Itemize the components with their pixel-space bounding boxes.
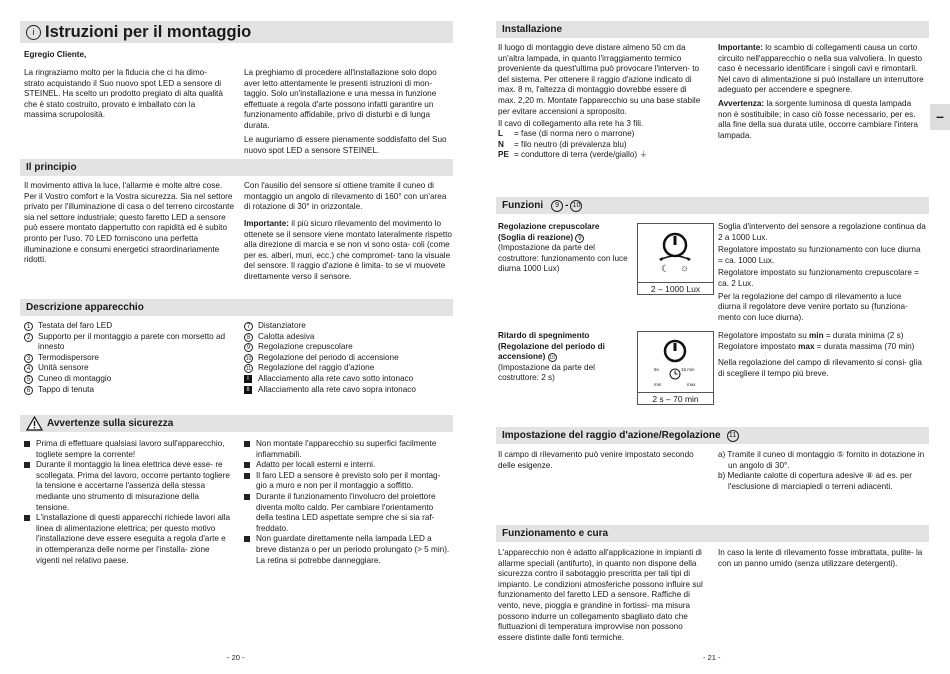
twilight-right: Soglia d'intervento del sensore a regolazione continua da 2 a 1000 Lux. Regolatore impostato su funzionamento con luce diurna = ca. 1000 Lux. Regolatore impostato su funzionamento crepuscolare = ca. 2 Lux. Per la regolazione del campo di rilevamento a luce diurna il regolatore deve venire portato su (funziona- mento con luce diurna). xyxy=(718,222,926,322)
parts-list-left xyxy=(24,321,232,395)
timer-range-label: 2 s – 70 min xyxy=(638,392,713,404)
safety-list-right xyxy=(244,439,452,566)
section-header-sicurezza xyxy=(20,415,453,432)
timer-15min-label: 15 min xyxy=(681,367,695,372)
list-item: 10 Regolazione del periodo di accensione xyxy=(245,352,399,362)
timer-desc: Ritardo di spegnimento (Regolazione del periodo di accensione) 10 (Impostazione da parte del costruttore: 2 s) xyxy=(498,331,605,383)
intro-left: La ringraziamo molto per la fiducia che ci ha dimo- strato acquistando il Suo nuovo spot LED a sensore di STEINEL. Ha scelto un prodotto pregiato di alta qualità che è stato costruito, provato e imballato con la massima scrupolosità. xyxy=(24,68,223,120)
page-title-bar xyxy=(20,21,453,43)
twilight-dial-box xyxy=(637,223,714,295)
twilight-desc: Regolazione crepuscolare (Soglia di reazione) 9 (Impostazione da parte del costruttore: funzionamento con luce diurna 1000 Lux) xyxy=(498,222,628,274)
intro-right-2: Le auguriamo di essere pienamente soddisfatto del Suo nuovo spot LED a sensore STEINEL. xyxy=(244,135,447,155)
list-item: 2 Supporto per il montaggio a parete con morsetto ad innesto xyxy=(24,332,232,353)
section-header-cura: Funzionamento e cura xyxy=(496,525,929,542)
install-wires-intro: Il cavo di collegamento alla rete ha 3 fili. xyxy=(498,119,644,128)
list-item: 3 Termodispersore xyxy=(24,353,232,364)
moon-icon: ☾ xyxy=(661,264,670,275)
install-right-2: Avvertenza: la sorgente luminosa di questa lampada non è sostituibile; in caso ciò fosse necessario, per es. alla fine della sua durata utile, occorre cambiare l'intera lampada. xyxy=(718,99,918,140)
warning-icon xyxy=(26,416,43,431)
section-title: Avvertenze sulla sicurezza xyxy=(47,418,174,429)
parts-list-right xyxy=(244,321,452,395)
section-header-installazione xyxy=(496,21,929,38)
important-label: Importante: xyxy=(244,219,290,228)
timer-5s-label: 5s xyxy=(654,367,659,372)
ref-number-10: 10 xyxy=(570,200,582,212)
greeting: Egregio Cliente, xyxy=(24,50,87,59)
ref-number-9: 9 xyxy=(551,200,563,212)
language-tab: – xyxy=(930,104,950,130)
list-item: Adatto per locali esterni e interni. xyxy=(244,460,452,471)
list-item: 5 Cuneo di montaggio xyxy=(24,374,232,385)
page-number-left: - 20 - xyxy=(227,653,245,662)
list-item: Non montate l'apparecchio su superfici facilmente infiammabili. xyxy=(244,439,452,460)
page-title: Istruzioni per il montaggio xyxy=(45,22,252,41)
list-item: Prima di effettuare qualsiasi lavoro sull'apparecchio, togliete sempre la corrente! xyxy=(24,439,234,460)
list-item: II Allacciamento alla rete cavo sopra intonaco xyxy=(244,385,452,396)
raggio-right: a) Tramite il cuneo di montaggio ⑤ fornito in dotazione in un angolo di 30°. b) Mediante calotte di copertura adesive ⑧ ad es. per l'esclusione di marciapiedi o terreni adiacenti. xyxy=(718,450,925,491)
list-item: 1 Testata del faro LED xyxy=(24,321,232,332)
dial-icon xyxy=(638,224,713,282)
ref-number-11: 11 xyxy=(727,430,739,442)
install-left: Il luogo di montaggio deve distare almeno 50 cm da un'altra lampada, in quanto l'irraggiamento termico proveniente da quest'ultima può provocare l'interven- to del sistema. Per ottenere il raggio d'azione indicato di max. 8 m, l'altezza di montaggio dovrebbe essere di max. 2,20 m. Montate l'apparecchio su una base stabile per evitare accensioni a sproposito. xyxy=(498,43,701,116)
section-header-descrizione xyxy=(20,299,453,316)
list-item: L'installazione di questi apparecchi richiede lavori alla linea di alimentazione elettrica; per questo motivo l'installazione deve essere eseguita a regola d'arte e in ottemperanza delle norme per l'installa- zione vigenti nel relativo paese. xyxy=(24,513,234,566)
section-title: Descrizione apparecchio xyxy=(26,302,144,313)
list-item: 4 Unità sensore xyxy=(24,363,232,374)
list-item: 8 Calotta adesiva xyxy=(244,332,452,343)
list-item: Durante il funzionamento l'involucro del proiettore diventa molto caldo. Per cambiare l'orientamento della testina LED aspettate sempre che si sia raf- freddato. xyxy=(244,492,452,534)
principio-right-1: Con l'ausilio del sensore si ottiene tramite il cuneo di montaggio un angolo di rilevamento di 160° con un'area di rotazione di 30° in orizzontale. xyxy=(244,181,447,212)
sun-icon: ☼ xyxy=(680,263,690,274)
intro-right-1: La preghiamo di procedere all'installazione solo dopo aver letto attentamente le presenti istruzioni di mon- taggio. Solo un'installazione e una messa in funzione effettuate a regola d'arte possono infatti garantire un funzionamento affidabile, privo di disturbi e di lunga durata. xyxy=(244,68,437,130)
timer-min-label: min xyxy=(654,382,662,387)
list-item: L = fase (di norma nero o marrone) xyxy=(498,129,635,138)
wires-list xyxy=(498,129,706,161)
list-item: Non guardate direttamente nella lampada LED a breve distanza o per un periodo prolungato (> 5 min). La retina si potrebbe danneggiare. xyxy=(244,534,452,566)
cura-left: L'apparecchio non è adatto all'applicazione in impianti di allarme speciali (antifurto), in quanto non dispone della sicurezza contro il sabotaggio prescritta per tali tipi di impianto. Le condizioni atmosferiche possono influire sul funzionamento del faretto LED a sensore. Raffiche di vento, neve, pioggia e grandine in fortissi- ma misura possono indurre un collegamento sbagliato dato che fluttuazioni di temperatura improvvise non possono essere distinte dalle fonti termiche. xyxy=(498,548,703,642)
timer-max-label: max xyxy=(687,382,696,387)
list-item: 6 Tappo di tenuta xyxy=(24,385,232,396)
info-icon: i xyxy=(26,25,41,40)
section-header-principio xyxy=(20,159,453,176)
list-item: N = filo neutro (di prevalenza blu) xyxy=(498,139,627,149)
section-header-funzioni: Funzioni 9 - 10 xyxy=(496,197,929,214)
section-title: Il principio xyxy=(26,162,77,173)
list-item: 7 Distanziatore xyxy=(244,321,452,332)
page-number-right: - 21 - xyxy=(703,653,721,662)
twilight-range-label: 2 – 1000 Lux xyxy=(638,282,713,294)
timer-dial-box xyxy=(637,331,714,405)
list-item: Durante il montaggio la linea elettrica deve esse- re scollegata. Prima del lavoro, occorre pertanto togliere la tensione e accertarne l'assenza della stessa mediante uno strumento di misurazione della tensione. xyxy=(24,460,234,513)
safety-list-left xyxy=(24,439,234,566)
timer-right: Regolatore impostato su min = durata minima (2 s) Regolatore impostato max = durata massima (70 min) Nella regolazione del campo di rilevamento si consi- glia di scegliere il tempo più breve. xyxy=(718,331,922,378)
list-item: Il faro LED a sensore è previsto solo per il montag- gio a muro e non per il montaggio a soffitto. xyxy=(244,471,452,492)
section-header-raggio: Impostazione del raggio d'azione/Regolazione 11 xyxy=(496,427,929,444)
section-title: Installazione xyxy=(502,24,563,35)
list-item: 11 Regolazione del raggio d'azione xyxy=(245,363,375,373)
important-text: il più sicuro rilevamento del movimento lo ottenete se il sensore viene montato lateralmente rispetto alla direzione di marcia e se non vi sono osta- coli (come per es. alberi, muri, ecc.) che compromet- tano la visuale del sensore. Il raggio d'azione è limita- to se vi muovete direttamente verso il sensore. xyxy=(244,219,452,281)
cura-right: In caso la lente di rilevamento fosse imbrattata, pulite- la con un panno umido (senza utilizzare detergenti). xyxy=(718,548,923,568)
install-right-1: Importante: lo scambio di collegamenti causa un corto circuito nell'apparecchio o nella sua valvoliera. In questo caso è necessario identificare i singoli cavi e rimontarli. Nel cavo di alimentazione si può installare un interruttore adeguato per accendere e spegnere. xyxy=(718,43,924,95)
principio-left: Il movimento attiva la luce, l'allarme e molte altre cose. Per il Vostro comfort e la Vostra sicurezza. Sia nel settore privato per l'illuminazione di casa o del terreno circostante sia nel settore industriale; questo faretto LED a sensore può essere montato dappertutto con rapidità ed è subito pronto per l'uso. 70 LED forniscono una perfetta illuminazione e consumi energetici straordinariamente ridotti. xyxy=(24,181,234,265)
list-item: I Allacciamento alla rete cavo sotto intonaco xyxy=(244,374,452,385)
principio-right-2 xyxy=(244,219,452,283)
list-item: PE = conduttore di terra (verde/giallo) ⏚ xyxy=(498,150,648,160)
list-item: 9 Regolazione crepuscolare xyxy=(244,342,452,353)
dial-icon xyxy=(638,332,713,390)
raggio-left: Il campo di rilevamento può venire impostato secondo delle esigenze. xyxy=(498,450,694,470)
